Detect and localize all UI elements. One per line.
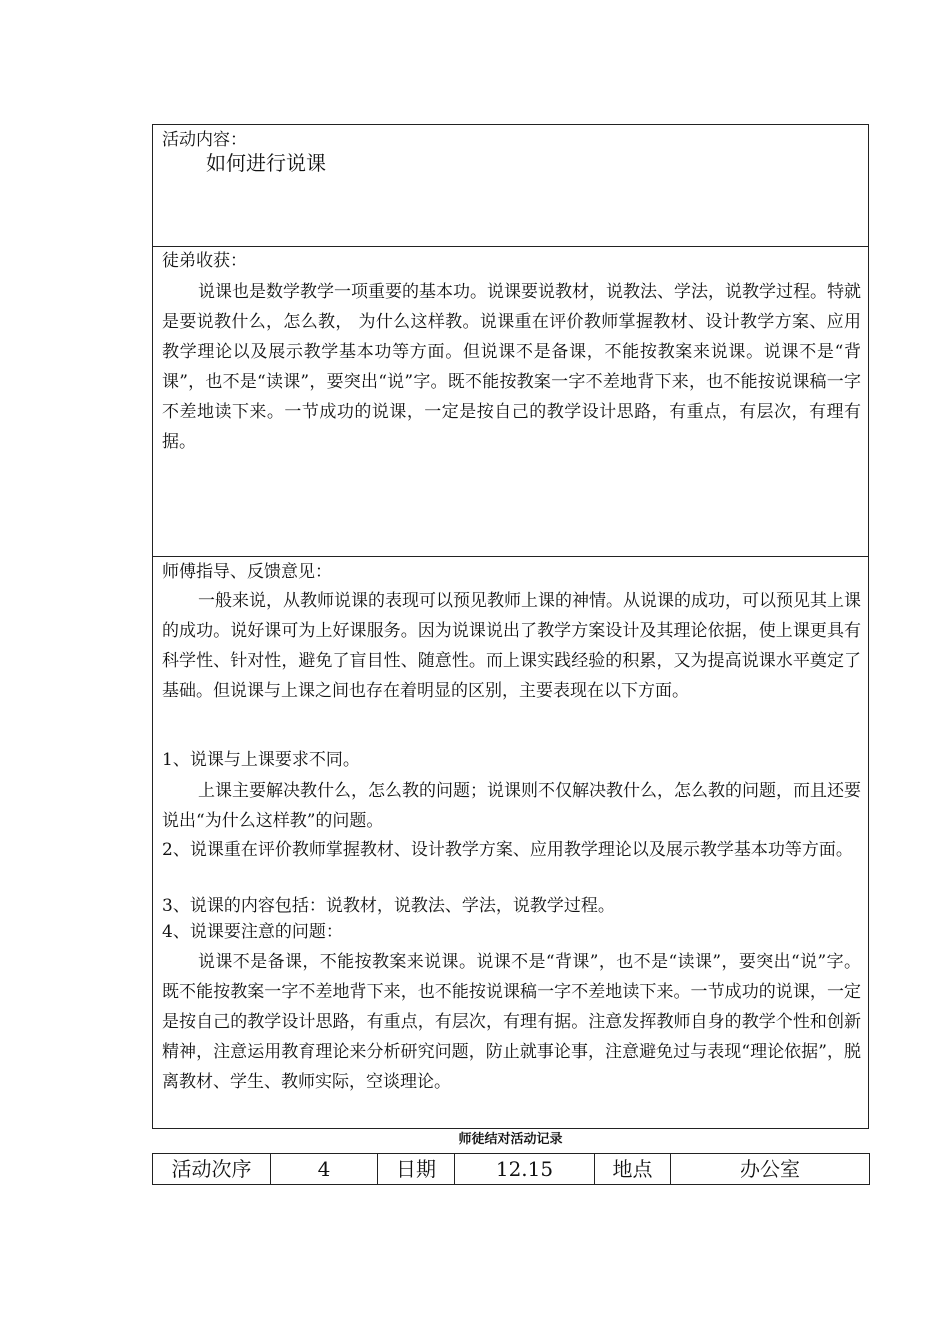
activity-order-value: 4 xyxy=(271,1154,378,1185)
location-value: 办公室 xyxy=(671,1154,870,1185)
activity-topic: 如何进行说课 xyxy=(206,151,326,175)
master-advice-intro: 一般来说，从教师说课的表现可以预见教师上课的神情。从说课的成功，可以预见其上课的成功。说好课可为上好课服务。因为说课说出了教学方案设计及其理论依据，使上课更具有科学性、针对性，避免了盲目性、随意性。而上课实践经验的积累，又为提高说课水平奠定了基础。但说课与上课之间也存在着明显的区别，主要表现在以下方面。 xyxy=(162,591,861,701)
advice-point-1-detail: 上课主要解决教什么，怎么教的问题；说课则不仅解决教什么，怎么教的问题，而且还要说出“为什么这样教”的问题。 xyxy=(162,781,861,831)
record-table xyxy=(152,1153,870,1185)
record-title: 师徒结对活动记录 xyxy=(458,1132,563,1147)
location-label: 地点 xyxy=(595,1154,671,1185)
apprentice-gain-section xyxy=(152,246,869,557)
apprentice-gain-heading: 徒弟收获： xyxy=(162,251,247,271)
date-value: 12.15 xyxy=(455,1154,595,1185)
master-advice-section xyxy=(152,556,869,1129)
apprentice-gain-paragraph: 说课也是数学教学一项重要的基本功。说课要说教材，说教法、学法，说教学过程。特就是要说教什么，怎么教， 为什么这样教。说课重在评价教师掌握教材、设计教学方案、应用教学理论以及展示教学基本功等方面。但说课不是备课，不能按教案来说课。说课不是“背课”，也不是“读课”，要突出“说”字。既不能按教案一字不差地背下来，也不能按说课稿一字不差地读下来。一节成功的说课，一定是按自己的教学设计思路，有重点，有层次，有理有据。 xyxy=(162,282,861,452)
advice-point-4: 4、说课要注意的问题： xyxy=(162,922,343,942)
activity-content-section xyxy=(152,124,869,247)
record-row xyxy=(153,1154,870,1185)
date-label: 日期 xyxy=(378,1154,455,1185)
advice-point-2: 2、说课重在评价教师掌握教材、设计教学方案、应用教学理论以及展示教学基本功等方面。 xyxy=(162,840,853,860)
master-advice-heading: 师傅指导、反馈意见： xyxy=(162,562,332,582)
activity-content-heading: 活动内容： xyxy=(162,130,247,150)
advice-point-4-detail: 说课不是备课，不能按教案来说课。说课不是“背课”，也不是“读课”，要突出“说”字。既不能按教案一字不差地背下来，也不能按说课稿一字不差地读下来。一节成功的说课，一定是按自己的教学设计思路，有重点，有层次，有理有据。注意发挥教师自身的教学个性和创新精神，注意运用教育理论来分析研究问题，防止就事论事，注意避免过与表现“理论依据”，脱离教材、学生、教师实际，空谈理论。 xyxy=(162,952,861,1092)
advice-point-3: 3、说课的内容包括：说教材，说教法、学法，说教学过程。 xyxy=(162,896,615,916)
advice-point-1: 1、说课与上课要求不同。 xyxy=(162,750,360,770)
activity-order-label: 活动次序 xyxy=(153,1154,271,1185)
